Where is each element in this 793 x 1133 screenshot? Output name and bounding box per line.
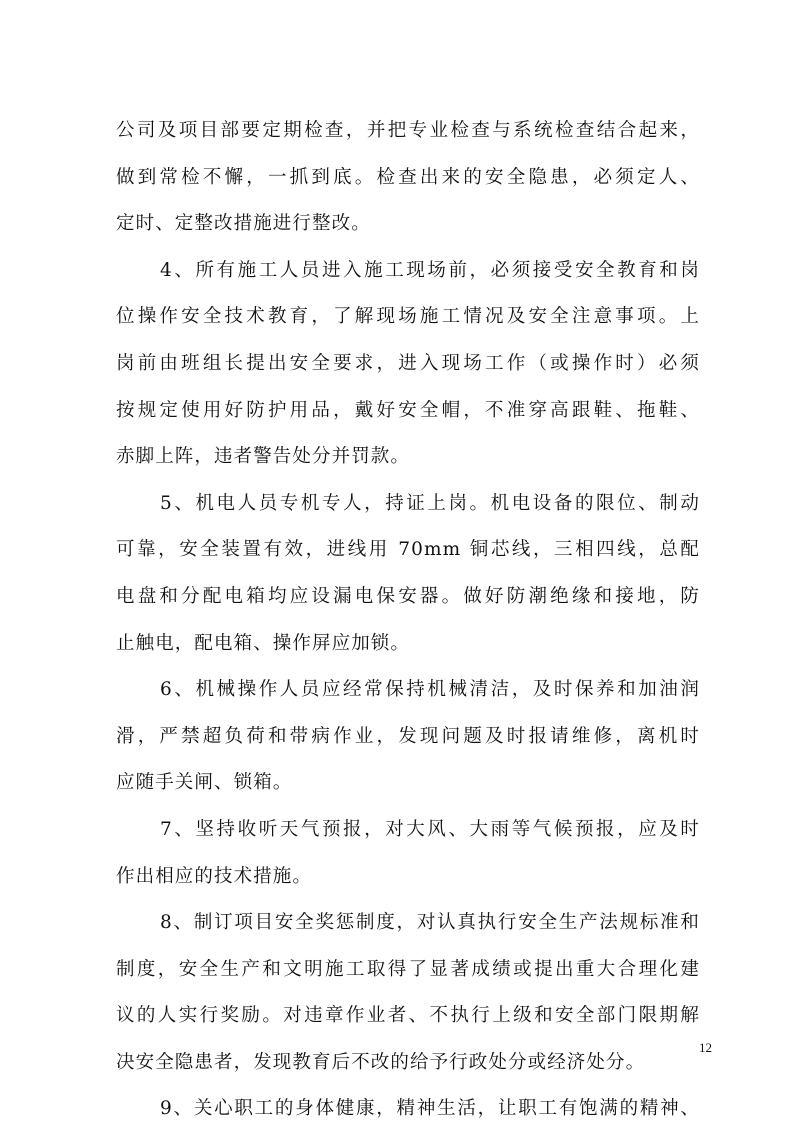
- text-line: 可靠，安全装置有效，进线用 70mm 铜芯线，三相四线，总配: [116, 539, 700, 561]
- paragraph-item-6: [116, 667, 700, 807]
- text-line: 滑，严禁超负荷和带病作业，发现问题及时报请维修，离机时: [116, 725, 700, 747]
- text-line: 决安全隐患者，发现教育后不改的给予行政处分或经济处分。: [116, 1051, 646, 1073]
- paragraph-continuation: [116, 108, 700, 248]
- text-line: 应随手关闸、锁箱。: [116, 772, 293, 794]
- page-number: 12: [699, 1040, 712, 1055]
- paragraph-item-8: [116, 900, 700, 1086]
- text-line: 定时、定整改措施进行整改。: [116, 213, 371, 235]
- document-body: [116, 108, 700, 1133]
- paragraph-item-7: [116, 807, 700, 900]
- text-line: 议的人实行奖励。对违章作业者、不执行上级和安全部门限期解: [116, 1005, 700, 1027]
- text-line: 岗前由班组长提出安全要求，进入现场工作（或操作时）必须: [116, 352, 700, 374]
- text-line: 做到常检不懈，一抓到底。检查出来的安全隐患，必须定人、: [116, 166, 700, 188]
- text-line: 止触电，配电箱、操作屏应加锁。: [116, 632, 411, 654]
- text-line: 9、关心职工的身体健康，精神生活，让职工有饱满的精神、: [160, 1098, 700, 1120]
- paragraph-item-4: [116, 248, 700, 481]
- text-line: 作出相应的技术措施。: [116, 865, 313, 887]
- paragraph-item-5: [116, 481, 700, 667]
- text-line: 赤脚上阵，违者警告处分并罚款。: [116, 446, 411, 468]
- paragraph-item-9: [116, 1086, 700, 1133]
- text-line: 公司及项目部要定期检查，并把专业检查与系统检查结合起来，: [116, 120, 700, 141]
- text-line: 位操作安全技术教育，了解现场施工情况及安全注意事项。上: [116, 306, 700, 328]
- text-line: 5、机电人员专机专人，持证上岗。机电设备的限位、制动: [160, 492, 700, 514]
- text-line: 制度，安全生产和文明施工取得了显著成绩或提出重大合理化建: [116, 958, 700, 980]
- text-line: 电盘和分配电箱均应设漏电保安器。做好防潮绝缘和接地，防: [116, 585, 700, 607]
- text-line: 按规定使用好防护用品，戴好安全帽，不准穿高跟鞋、拖鞋、: [116, 399, 700, 421]
- text-line: 8、制订项目安全奖惩制度，对认真执行安全生产法规标准和: [160, 912, 700, 934]
- text-line: 6、机械操作人员应经常保持机械清洁，及时保养和加油润: [160, 679, 700, 701]
- text-line: 7、坚持收听天气预报，对大风、大雨等气候预报，应及时: [160, 818, 700, 840]
- text-line: 4、所有施工人员进入施工现场前，必须接受安全教育和岗: [160, 259, 700, 281]
